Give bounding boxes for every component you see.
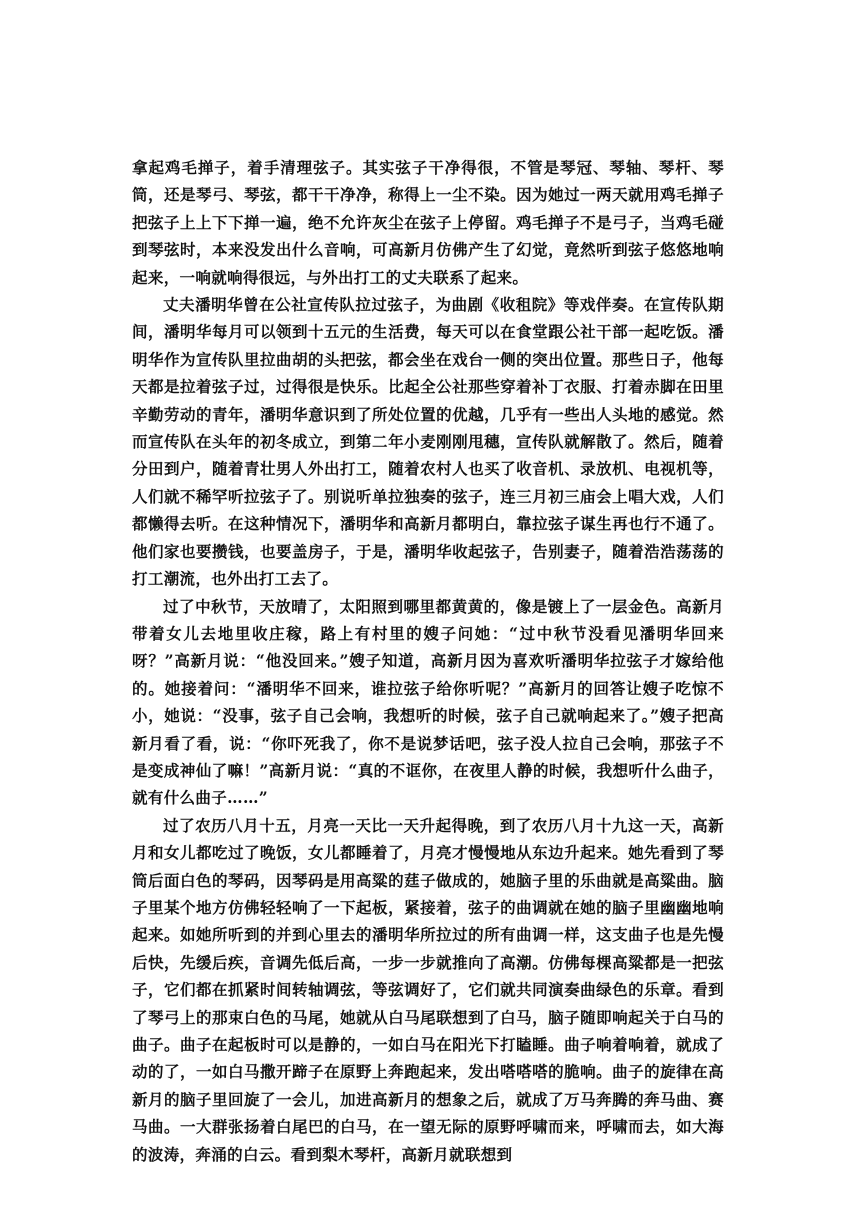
story-text-body (132, 154, 724, 1168)
paragraph-1: 拿起鸡毛掸子，着手清理弦子。其实弦子干净得很，不管是琴冠、琴轴、琴杆、琴筒，还是琴弓、琴弦，都干干净净，称得上一尘不染。因为她过一两天就用鸡毛掸子把弦子上上下下掸一遍，绝不允许灰尘在弦子上停留。鸡毛掸子不是弓子，当鸡毛碰到琴弦时，本来没发出什么音响，可高新月仿佛产生了幻觉，竟然听到弦子悠悠地响起来，一响就响得很远，与外出打工的丈夫联系了起来。 (132, 158, 724, 287)
paragraph-2: 丈夫潘明华曾在公社宣传队拉过弦子，为曲剧《收租院》等戏伴奏。在宣传队期间，潘明华每月可以领到十五元的生活费，每天可以在食堂跟公社干部一起吃饭。潘明华作为宣传队里拉曲胡的头把弦，都会坐在戏台一侧的突出位置。那些日子，他每天都是拉着弦子过，过得很是快乐。比起全公社那些穿着补丁衣服、打着赤脚在田里辛勤劳动的青年，潘明华意识到了所处位置的优越，几乎有一些出人头地的感觉。然而宣传队在头年的初冬成立，到第二年小麦刚刚甩穗，宣传队就解散了。然后，随着分田到户，随着青壮男人外出打工，随着农村人也买了收音机、录放机、电视机等，人们就不稀罕听拉弦子了。别说听单拉独奏的弦子，连三月初三庙会上唱大戏，人们都懒得去听。在这种情况下，潘明华和高新月都明白，靠拉弦子谋生再也行不通了。他们家也要攒钱，也要盖房子，于是，潘明华收起弦子，告别妻子，随着浩浩荡荡的打工潮流，也外出打工去了。 (132, 295, 724, 589)
paragraph-4: 过了农历八月十五，月亮一天比一天升起得晚，到了农历八月十九这一天，高新月和女儿都吃过了晚饭，女儿都睡着了，月亮才慢慢地从东边升起来。她先看到了琴筒后面白色的琴码，因琴码是用高粱的莛子做成的，她脑子里的乐曲就是高粱曲。脑子里某个地方仿佛轻轻响了一下起板，紧接着，弦子的曲调就在她的脑子里幽幽地响起来。如她所听到的并到心里去的潘明华所拉过的所有曲调一样，这支曲子也是先慢后快，先缓后疾，音调先低后高，一步一步就推向了高潮。仿佛每棵高粱都是一把弦子，它们都在抓紧时间转轴调弦，等弦调好了，它们就共同演奏曲绿色的乐章。看到了琴弓上的那束白色的马尾，她就从白马尾联想到了白马，脑子随即响起关于白马的曲子。曲子在起板时可以是静的，一如白马在阳光下打瞌睡。曲子响着响着，就成了动的了，一如白马撒开蹄子在原野上奔跑起来，发出嗒嗒嗒的脆响。曲子的旋律在高新月的脑子里回旋了一会儿，加进高新月的想象之后，就成了万马奔腾的奔马曲、赛马曲。一大群张扬着白尾巴的白马，在一望无际的原野呼啸而来，呼啸而去，如大海的波涛，奔涌的白云。看到梨木琴杆，高新月就联想到 (132, 815, 724, 1164)
paragraph-3: 过了中秋节，天放晴了，太阳照到哪里都黄黄的，像是镀上了一层金色。高新月带着女儿去地里收庄稼，路上有村里的嫂子问她：“过中秋节没看见潘明华回来呀？”高新月说：“他没回来。”嫂子知道，高新月因为喜欢听潘明华拉弦子才嫁给他的。她接着问：“潘明华不回来，谁拉弦子给你听呢？”高新月的回答让嫂子吃惊不小，她说：“没事，弦子自己会响，我想听的时候，弦子自己就响起来了。”嫂子把高新月看了看，说：“你吓死我了，你不是说梦话吧，弦子没人拉自己会响，那弦子不是变成神仙了嘛！”高新月说：“真的不诓你，在夜里人静的时候，我想听什么曲子，就有什么曲子……” (132, 596, 724, 808)
